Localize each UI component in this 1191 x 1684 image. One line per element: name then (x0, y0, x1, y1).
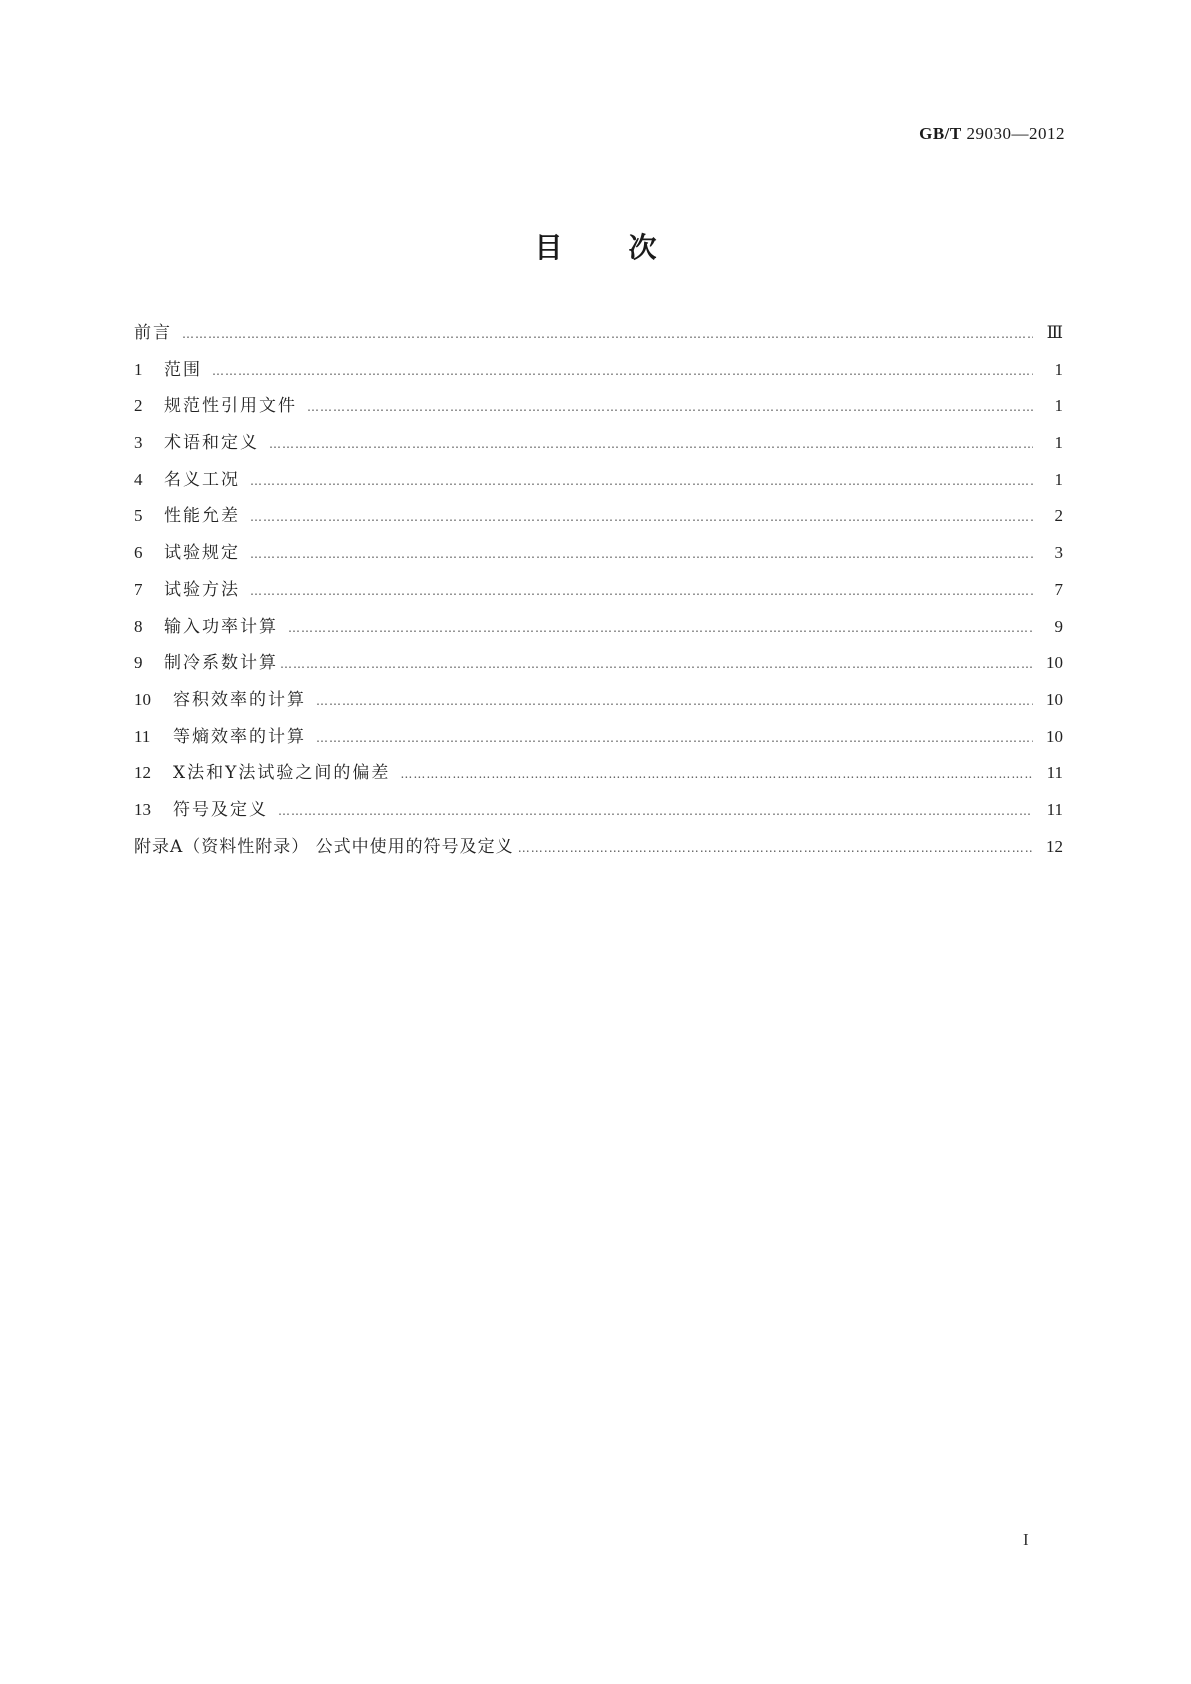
toc-entry-number: 6 (134, 543, 143, 563)
toc-entry-12[interactable] (134, 761, 1063, 798)
toc-entry-title: 试验方法 (164, 579, 240, 600)
toc-entry-number: 7 (134, 579, 143, 599)
toc-entry-title: 前言 (134, 323, 172, 343)
toc-entry-page: 1 (1054, 469, 1063, 489)
toc-entry-page: Ⅲ (1046, 323, 1063, 342)
toc-entry-6[interactable] (134, 541, 1063, 578)
dot-leader (269, 432, 1033, 456)
toc-entry-number: 2 (134, 396, 143, 416)
toc-entry-number: 8 (134, 616, 143, 636)
toc-entry-number: 1 (134, 359, 143, 379)
toc-entry-title: 规范性引用文件 (164, 396, 297, 417)
toc-entry-title: 附录A（资料性附录） 公式中使用的符号及定义 (134, 836, 514, 857)
dot-leader (307, 395, 1033, 419)
toc-entry-title: 试验规定 (164, 543, 240, 564)
standard-number: 29030—2012 (966, 124, 1065, 143)
page-number: I (1023, 1530, 1029, 1549)
toc-entry-number: 9 (134, 653, 143, 673)
dot-leader (288, 616, 1033, 640)
dot-leader (250, 542, 1033, 566)
standard-prefix: GB/T (919, 124, 962, 143)
dot-leader (250, 579, 1033, 603)
toc-entry-title: 术语和定义 (164, 433, 259, 454)
dot-leader (250, 505, 1033, 529)
toc-entry-number: 10 (134, 689, 151, 709)
toc-entry-number: 11 (134, 726, 151, 746)
toc-entry-number: 4 (134, 469, 143, 489)
toc-entry-number: 12 (134, 763, 151, 783)
toc-entry-page: 10 (1046, 689, 1063, 709)
toc-entry-3[interactable] (134, 431, 1063, 468)
table-of-contents (134, 321, 1063, 871)
dot-leader (212, 359, 1033, 383)
toc-entry-10[interactable] (134, 688, 1063, 725)
dot-leader (316, 689, 1033, 713)
toc-entry-title: 等熵效率的计算 (173, 726, 306, 747)
toc-entry-number: 13 (134, 799, 151, 819)
toc-entry-4[interactable] (134, 468, 1063, 505)
toc-entry-9[interactable] (134, 651, 1063, 688)
toc-entry-title: 名义工况 (164, 469, 240, 490)
toc-entry-page: 11 (1046, 763, 1063, 783)
toc-entry-title: 符号及定义 (173, 799, 268, 820)
toc-entry-title: 范围 (164, 359, 202, 380)
toc-entry-5[interactable] (134, 504, 1063, 541)
toc-entry-1[interactable] (134, 358, 1063, 395)
toc-entry-page: 7 (1054, 579, 1063, 599)
toc-entry-page: 12 (1046, 836, 1063, 856)
toc-entry-page: 10 (1046, 653, 1063, 673)
dot-leader (400, 762, 1033, 786)
standard-code (919, 124, 1065, 144)
toc-entry-page: 10 (1046, 726, 1063, 746)
toc-entry-page: 1 (1054, 396, 1063, 416)
toc-entry-page: 3 (1054, 543, 1063, 563)
toc-entry-7[interactable] (134, 578, 1063, 615)
dot-leader (316, 726, 1033, 750)
toc-entry-title: 输入功率计算 (164, 616, 278, 637)
toc-entry-title: 性能允差 (164, 506, 240, 527)
toc-entry-8[interactable] (134, 615, 1063, 652)
toc-entry-13[interactable] (134, 798, 1063, 835)
toc-entry-page: 9 (1054, 616, 1063, 636)
toc-entry-page: 1 (1054, 433, 1063, 453)
toc-entry-foreword[interactable] (134, 321, 1063, 358)
toc-entry-page: 11 (1046, 799, 1063, 819)
page-title: 目次 (534, 231, 723, 264)
toc-entry-appendix-a[interactable] (134, 835, 1063, 872)
toc-entry-page: 2 (1054, 506, 1063, 526)
toc-entry-title: X法和Y法试验之间的偏差 (173, 763, 391, 784)
dot-leader (518, 836, 1033, 860)
toc-entry-number: 5 (134, 506, 143, 526)
dot-leader (278, 799, 1033, 823)
toc-entry-number: 3 (134, 433, 143, 453)
toc-entry-2[interactable] (134, 394, 1063, 431)
toc-entry-title: 容积效率的计算 (173, 689, 306, 710)
dot-leader (182, 322, 1033, 346)
dot-leader (280, 652, 1033, 676)
dot-leader (250, 469, 1033, 493)
toc-entry-page: 1 (1054, 359, 1063, 379)
toc-entry-11[interactable] (134, 725, 1063, 762)
toc-entry-title: 制冷系数计算 (164, 653, 278, 674)
